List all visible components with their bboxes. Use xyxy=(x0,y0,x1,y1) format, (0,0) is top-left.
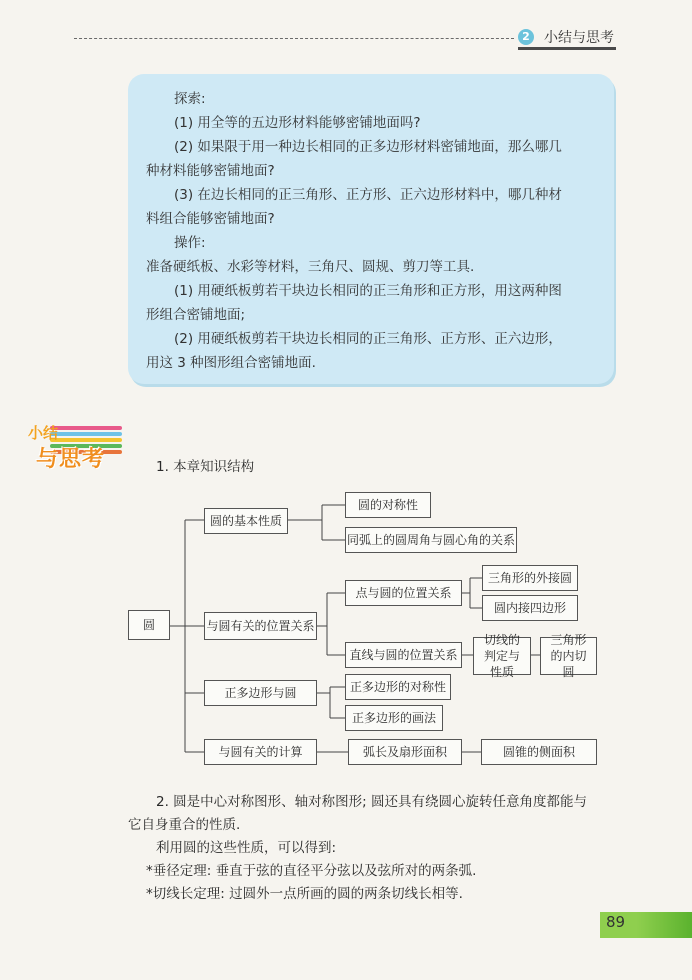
section-title: 1. 本章知识结构 xyxy=(156,459,255,475)
node-point-circle: 点与圆的位置关系 xyxy=(345,580,462,606)
explore-line: 种材料能够密铺地面? xyxy=(146,163,275,179)
explore-line: 用这 3 种图形组合密铺地面. xyxy=(146,355,316,371)
explore-line: 探索: xyxy=(174,91,206,107)
node-calculation: 与圆有关的计算 xyxy=(204,739,317,765)
node-position-relations: 与圆有关的位置关系 xyxy=(204,612,317,640)
logo-text-bottom: 与思考 xyxy=(36,447,106,472)
node-basic-properties: 圆的基本性质 xyxy=(204,508,288,534)
node-circle: 圆 xyxy=(128,610,170,640)
node-symmetry: 圆的对称性 xyxy=(345,492,431,518)
node-regular-polygon: 正多边形与圆 xyxy=(204,680,317,706)
node-arc-sector: 弧长及扇形面积 xyxy=(348,739,462,765)
page-number: 89 xyxy=(606,913,626,931)
chapter-number-badge: 2 xyxy=(518,29,534,45)
explore-line: (2) 用硬纸板剪若干块边长相同的正三角形、正方形、正六边形， xyxy=(174,331,562,347)
logo-text-top: 小结 xyxy=(28,424,59,442)
explore-line: (1) 用全等的五边形材料能够密铺地面吗? xyxy=(174,115,421,131)
node-polygon-symmetry: 正多边形的对称性 xyxy=(345,674,451,700)
node-circumcircle: 三角形的外接圆 xyxy=(482,565,578,591)
theorem-item: *切线长定理: 过圆外一点所画的圆的两条切线长相等. xyxy=(146,886,463,902)
paragraph-line: 它自身重合的性质. xyxy=(128,817,241,833)
node-polygon-drawing: 正多边形的画法 xyxy=(345,705,443,731)
explore-line: (1) 用硬纸板剪若干块边长相同的正三角形和正方形，用这两种图 xyxy=(174,283,562,299)
paragraph-line: 2. 圆是中心对称图形、轴对称图形; 圆还具有绕圆心旋转任意角度都能与 xyxy=(156,794,588,810)
explore-line: 料组合能够密铺地面? xyxy=(146,211,275,227)
explore-line: (2) 如果限于用一种边长相同的正多边形材料密铺地面，那么哪几 xyxy=(174,139,562,155)
node-line-circle: 直线与圆的位置关系 xyxy=(345,642,462,668)
explore-line: (3) 在边长相同的正三角形、正方形、正六边形材料中，哪几种材 xyxy=(174,187,562,203)
node-tangent-judgement: 切线的判定与性质 xyxy=(473,637,531,675)
header-title: 小结与思考 xyxy=(544,30,614,46)
explore-line: 准备硬纸板、水彩等材料，三角尺、圆规、剪刀等工具. xyxy=(146,259,475,275)
node-inscribed-quadrilateral: 圆内接四边形 xyxy=(482,595,578,621)
node-incircle: 三角形的内切圆 xyxy=(540,637,597,675)
node-cone-area: 圆锥的侧面积 xyxy=(481,739,597,765)
theorem-item: *垂径定理: 垂直于弦的直径平分弦以及弦所对的两条弧. xyxy=(146,863,477,879)
explore-line: 操作: xyxy=(174,235,206,251)
node-arc-angle-relation: 同弧上的圆周角与圆心角的关系 xyxy=(345,527,517,553)
paragraph-line: 利用圆的这些性质，可以得到: xyxy=(156,840,337,856)
explore-line: 形组合密铺地面; xyxy=(146,307,246,323)
